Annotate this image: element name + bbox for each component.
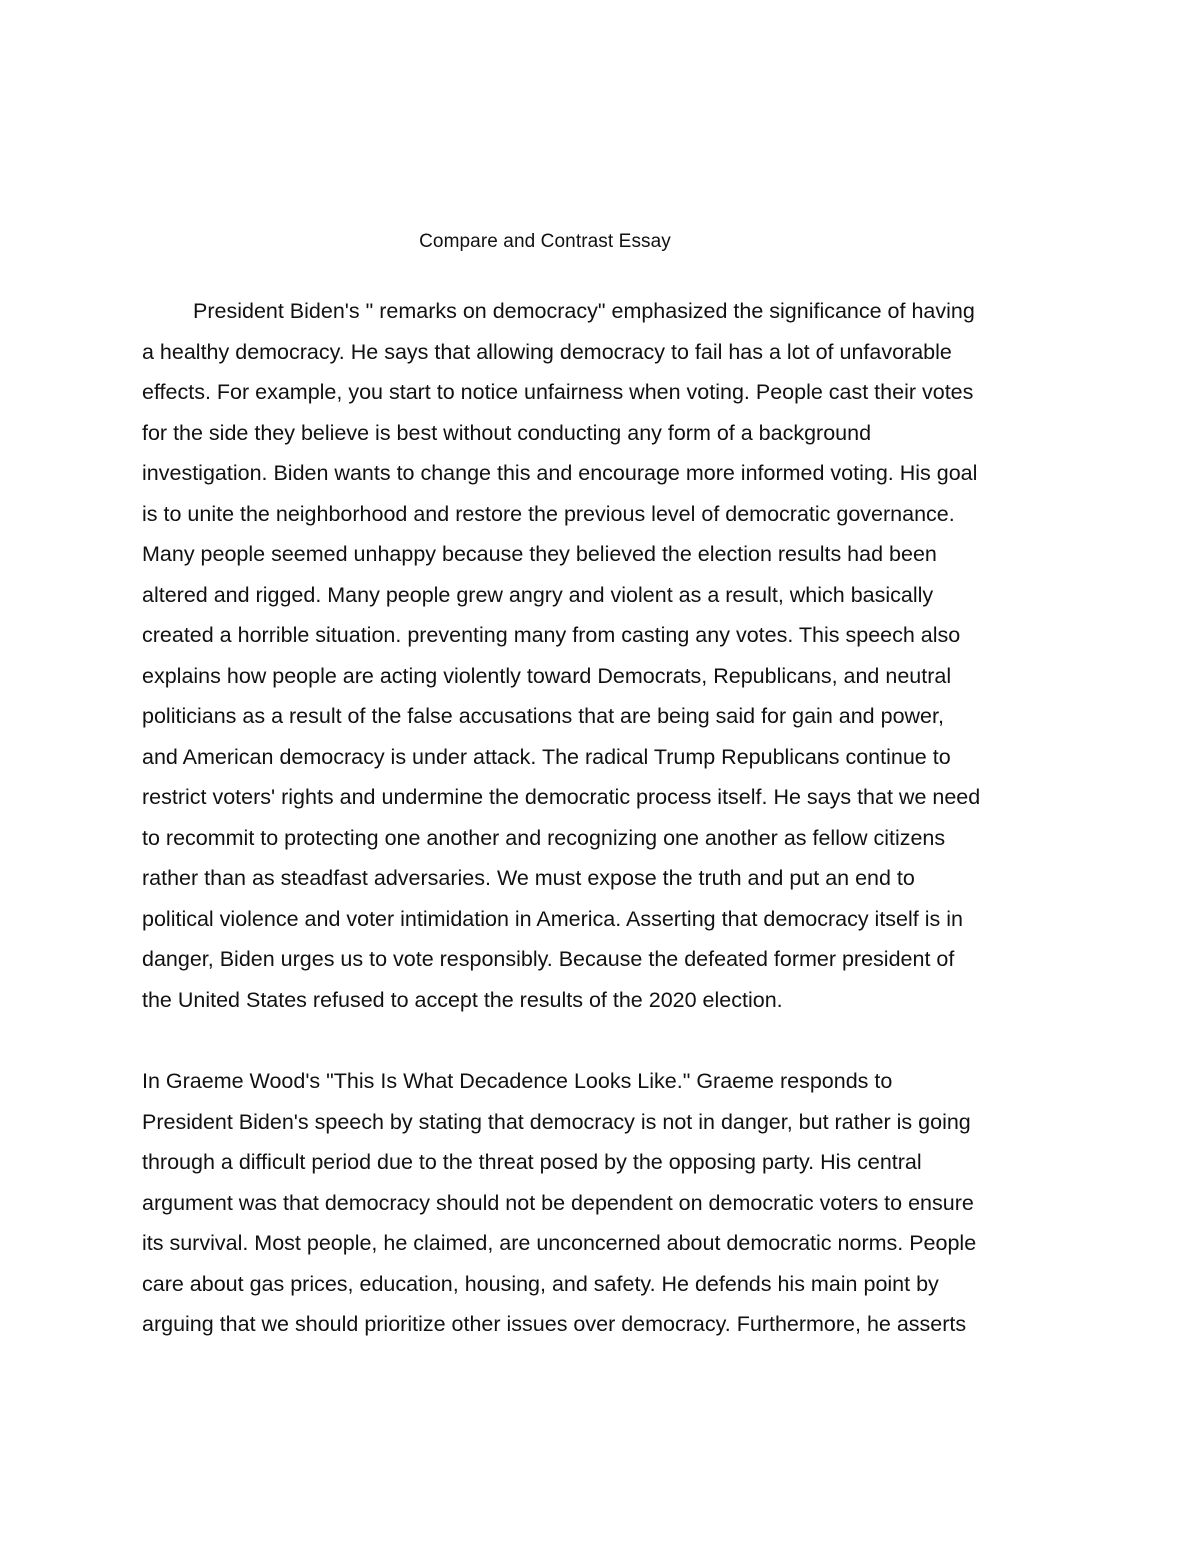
paragraph-1-line: explains how people are acting violently toward Democrats, Republicans, and neutral [142,664,952,688]
paragraph-1-line: Many people seemed unhappy because they believed the election results had been [142,542,937,566]
paragraph-1-line: is to unite the neighborhood and restore the previous level of democratic governance. [142,502,955,526]
paragraph-1-line: investigation. Biden wants to change this and encourage more informed voting. His goal [142,461,978,485]
paragraph-2-line: arguing that we should prioritize other issues over democracy. Furthermore, he asserts [142,1312,967,1336]
paragraph-1-line: and American democracy is under attack. The radical Trump Republicans continue to [142,745,951,769]
paragraph-1-line: danger, Biden urges us to vote responsibly. Because the defeated former president of [142,947,955,971]
paragraph-1-line: the United States refused to accept the results of the 2020 election. [142,988,783,1012]
paragraph-2-line: through a difficult period due to the threat posed by the opposing party. His central [142,1150,922,1174]
paragraph-1-line: President Biden's " remarks on democracy" emphasized the significance of having [193,299,975,323]
paragraph-1-line: altered and rigged. Many people grew angry and violent as a result, which basically [142,583,934,607]
paragraph-2-line: care about gas prices, education, housing, and safety. He defends his main point by [142,1272,939,1296]
paragraph-1-line: for the side they believe is best without conducting any form of a background [142,421,872,445]
paragraph-1-line: a healthy democracy. He says that allowing democracy to fail has a lot of unfavorable [142,340,952,364]
paragraph-2-line: In Graeme Wood's "This Is What Decadence Looks Like." Graeme responds to [142,1069,893,1093]
paragraph-1-line: to recommit to protecting one another and recognizing one another as fellow citizens [142,826,946,850]
paragraph-1-line: effects. For example, you start to notice unfairness when voting. People cast their votes [142,380,974,404]
paragraph-2-line: its survival. Most people, he claimed, are unconcerned about democratic norms. People [142,1231,977,1255]
essay-title: Compare and Contrast Essay [419,231,671,252]
paragraph-1-line: politicians as a result of the false accusations that are being said for gain and power, [142,704,944,728]
paragraph-1-line: political violence and voter intimidation in America. Asserting that democracy itself is in [142,907,963,931]
paragraph-2-line: argument was that democracy should not be dependent on democratic voters to ensure [142,1191,974,1215]
paragraph-1-line: restrict voters' rights and undermine the democratic process itself. He says that we need [142,785,981,809]
paragraph-1-line: created a horrible situation. preventing many from casting any votes. This speech also [142,623,961,647]
paragraph-1-line: rather than as steadfast adversaries. We must expose the truth and put an end to [142,866,915,890]
paragraph-2-line: President Biden's speech by stating that democracy is not in danger, but rather is going [142,1110,971,1134]
